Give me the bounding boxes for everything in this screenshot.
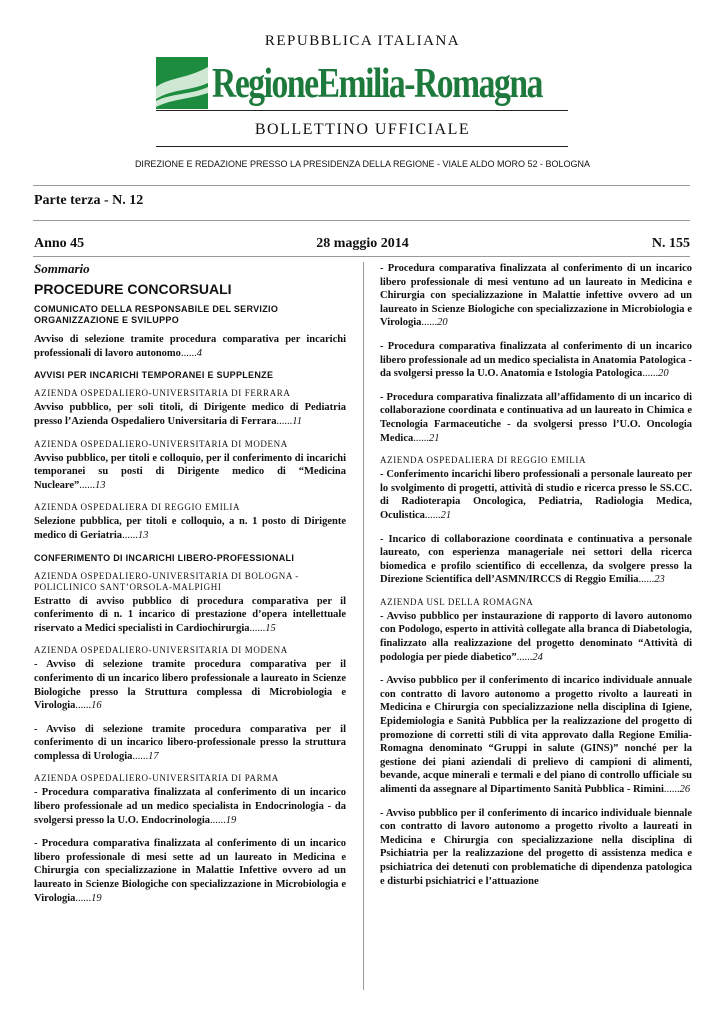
entry-page-number: 17 <box>148 750 159 762</box>
leader-dots: ...... <box>122 529 138 541</box>
entry-page-number: 11 <box>292 415 303 427</box>
summary-right-column <box>380 262 692 898</box>
entry-page-number: 19 <box>91 892 102 904</box>
entry-text: - Procedura comparativa finalizzata all’affidamento di un incarico di collaborazione coordinata e continuativa ad un laureato in Chimica e Tecnologia Farmaceutiche - da svolgersi presso l’U.O. Oncologia Medica <box>380 391 692 444</box>
leader-dots: ...... <box>209 814 226 826</box>
issue-number: N. 155 <box>651 236 690 251</box>
summary-entry <box>34 515 346 542</box>
leader-dots: ...... <box>421 317 438 329</box>
entry-text: - Avviso pubblico per il conferimento di incarico individuale annuale con contratto di lavoro autonomo a progetto rivolto a laureati in Medicina e Chirurgia con specializzazione nella disciplina di Igiene, Epidemiologia e Sanità Pubblica per la realizzazione del progetto di promozione di corretti stili di vita approvato dalla Regione Emilia-Romagna denominato “Gruppi in salute (GINS)” nonché per la gestione dei piani aziendali di prelievo di campioni di alimenti, bevande, acque minerali e termali e del piano di controllo ufficiale su alimenti da assegnare al Dipartimento Sanità Pubblica - Rimini <box>380 675 692 795</box>
entry-text: Avviso pubblico, per titoli e colloquio, per il conferimento di incarichi temporanei su posti di Dirigente medico di “Medicina Nucleare” <box>34 452 346 491</box>
region-logo-icon <box>156 57 208 109</box>
leader-dots: ...... <box>75 700 92 712</box>
issue-date: 28 maggio 2014 <box>316 236 409 251</box>
section-heading: PROCEDURE CONCORSUALI <box>34 280 232 297</box>
entry-text: Selezione pubblica, per titoli e colloquio, a n. 1 posto di Dirigente medico di Geriatria <box>34 516 346 541</box>
divider-middle <box>33 220 690 221</box>
divider-top <box>33 185 690 186</box>
entry-page-number: 21 <box>429 432 440 444</box>
leader-dots: ...... <box>79 479 96 491</box>
entry-page-number: 4 <box>196 347 202 359</box>
entry-text: - Avviso pubblico per il conferimento di incarico individuale biennale con contratto di lavoro autonomo a progetto rivolto a laureati in Medicina e Chirurgia con specializzazione nella disciplina di Psichiatria per la realizzazione del progetto di assistenza medica e psichiatrica dei detenuti con problematiche di dipendenza patologica e disturbi psichiatrici e l’attuazione <box>380 807 692 887</box>
entry-page-number: 16 <box>91 700 102 712</box>
entry-page-number: 23 <box>654 574 665 586</box>
summary-entry <box>380 533 692 587</box>
leader-dots: ...... <box>642 368 659 380</box>
leader-dots: ...... <box>516 651 533 663</box>
summary-entry <box>34 658 346 712</box>
entry-text: Avviso di selezione tramite procedura comparativa per incarichi professionali di lavoro autonomo <box>34 334 346 359</box>
entry-text: - Conferimento incarichi libero professionali a personale laureato per lo svolgimento di progetti, attività di studio e ricerca presso le SS.CC. di Radioterapia Oncologica, Pediatria, Radiologia Medica, Oculistica <box>380 469 692 521</box>
entry-page-number: 26 <box>679 784 691 795</box>
leader-dots: ...... <box>663 784 680 795</box>
column-divider <box>363 262 364 990</box>
entry-text: - Avviso di selezione tramite procedura comparativa per il conferimento di un incarico libero-professionale presso la struttura complessa di Urologia <box>34 723 346 762</box>
summary-heading: Sommario <box>34 261 90 276</box>
summary-entry <box>34 723 346 764</box>
leader-dots: ...... <box>424 509 441 521</box>
entry-page-number: 19 <box>225 814 237 826</box>
entry-page-number: 13 <box>95 479 106 491</box>
leader-dots: ...... <box>75 892 92 904</box>
summary-entry <box>34 786 346 827</box>
organization-name: AZIENDA OSPEDALIERA DI REGGIO EMILIA <box>34 502 241 513</box>
summary-entry <box>380 468 692 522</box>
summary-entry <box>34 837 346 905</box>
entry-text: - Avviso pubblico per instaurazione di rapporto di lavoro autonomo con Podologo, esperto in attività collegate alla branca di Diabetologia, finalizzato alla realizzazione del progetto denominato “Attività di podologia per piede diabetico” <box>380 610 692 663</box>
entry-page-number: 21 <box>440 509 452 521</box>
summary-entry <box>380 340 692 381</box>
entry-page-number: 24 <box>532 651 543 663</box>
organization-name: AZIENDA OSPEDALIERA DI REGGIO EMILIA <box>380 455 587 466</box>
summary-entry <box>34 333 346 360</box>
bulletin-title: BOLLETTINO UFFICIALE <box>254 121 471 138</box>
republic-heading: REPUBBLICA ITALIANA <box>264 33 461 49</box>
leader-dots: ...... <box>180 347 197 359</box>
entry-text: - Procedura comparativa finalizzata al conferimento di un incarico libero professionale ad un medico specialista in Endocrinologia - da svolgersi presso la U.O. Endocrinologia <box>34 787 346 826</box>
organization-name: AZIENDA OSPEDALIERO-UNIVERSITARIA DI BOLOGNA - POLICLINICO SANT’ORSOLA-MALPIGHI <box>34 570 299 592</box>
subsection-heading: AVVISI PER INCARICHI TEMPORANEI E SUPPLENZE <box>34 370 274 381</box>
organization-name: AZIENDA OSPEDALIERO-UNIVERSITARIA DI MODENA <box>34 645 288 656</box>
summary-left-column <box>34 262 346 915</box>
summary-entry <box>34 595 346 636</box>
entry-text: Avviso pubblico, per soli titoli, di Dirigente medico di Pediatria presso l’Azienda Ospedaliero Universitaria di Ferrara <box>34 402 346 427</box>
region-logo-text: RegioneEmilia-Romagna <box>212 61 543 107</box>
summary-entry <box>380 807 692 889</box>
entry-text: - Procedura comparativa finalizzata al conferimento di un incarico libero professionale di mesi sette ad un laureato in Medicina e Chirurgia con specializzazione in Malattie Infettive ovvero ad un laureato in Scienze Biologiche con specializzazione in Microbiologia e Virologia <box>34 838 346 904</box>
summary-entry <box>380 674 692 796</box>
part-number: Parte terza - N. 12 <box>34 193 144 208</box>
leader-dots: ...... <box>132 750 149 762</box>
organization-name: AZIENDA OSPEDALIERO-UNIVERSITARIA DI PARMA <box>34 773 279 784</box>
bulletin-rule <box>156 146 568 147</box>
entry-page-number: 13 <box>137 529 149 541</box>
divider-issue <box>33 256 690 257</box>
leader-dots: ...... <box>249 622 266 634</box>
organization-name: AZIENDA OSPEDALIERO-UNIVERSITARIA DI MODENA <box>34 438 288 449</box>
leader-dots: ...... <box>638 574 655 586</box>
entry-text: - Incarico di collaborazione coordinata e continuativa a personale laureato, con esperienza manageriale nei settori della ricerca biomedica e profilo scientifico di eccellenza, da svolgere presso la Direzione Scientifica dell’ASMN/IRCCS di Reggio Emilia <box>380 533 692 586</box>
subsection-heading: COMUNICATO DELLA RESPONSABILE DEL SERVIZIO ORGANIZZAZIONE E SVILUPPO <box>34 304 279 326</box>
summary-entry <box>380 391 692 445</box>
summary-entry <box>380 610 692 664</box>
entry-text: - Procedura comparativa finalizzata al conferimento di un incarico libero professionale ad un medico specialista in Anatomia Patologica - da svolgersi presso la U.O. Anatomia e Istologia Patologica <box>380 340 692 380</box>
entry-page-number: 20 <box>658 368 669 380</box>
entry-text: Estratto di avviso pubblico di procedura comparativa per il conferimento di n. 1 incarico di prestazione d’opera intellettuale riservato a Medici specialisti in Cardiochirurgia <box>34 595 346 634</box>
issue-year: Anno 45 <box>34 236 85 251</box>
subsection-heading: CONFERIMENTO DI INCARICHI LIBERO-PROFESSIONALI <box>34 552 295 563</box>
entry-page-number: 15 <box>265 622 276 634</box>
organization-name: AZIENDA OSPEDALIERO-UNIVERSITARIA DI FERRARA <box>34 388 291 399</box>
summary-entry <box>34 401 346 428</box>
organization-name: AZIENDA USL DELLA ROMAGNA <box>380 596 534 607</box>
entry-text: - Avviso di selezione tramite procedura comparativa per il conferimento di un incarico libero professionale a laureato in Scienze Biologiche presso la Struttura complessa di Microbiologia e Virologia <box>34 659 346 712</box>
entry-text: - Procedura comparativa finalizzata al conferimento di un incarico libero professionale di mesi ventuno ad un laureato in Medicina e Chirurgia con specializzazione in Malattie infettive ovvero ad un laureato in Scienze Biologiche con specializzazione in Microbiologia e Virologia <box>380 263 692 329</box>
summary-entry <box>34 452 346 493</box>
leader-dots: ...... <box>413 432 429 444</box>
summary-entry <box>380 262 692 330</box>
leader-dots: ...... <box>276 415 293 427</box>
entry-page-number: 20 <box>437 317 448 329</box>
direction-line: DIREZIONE E REDAZIONE PRESSO LA PRESIDENZA DELLA REGIONE - VIALE ALDO MORO 52 - BOLOGNA <box>134 159 591 169</box>
logo-rule <box>156 110 568 111</box>
